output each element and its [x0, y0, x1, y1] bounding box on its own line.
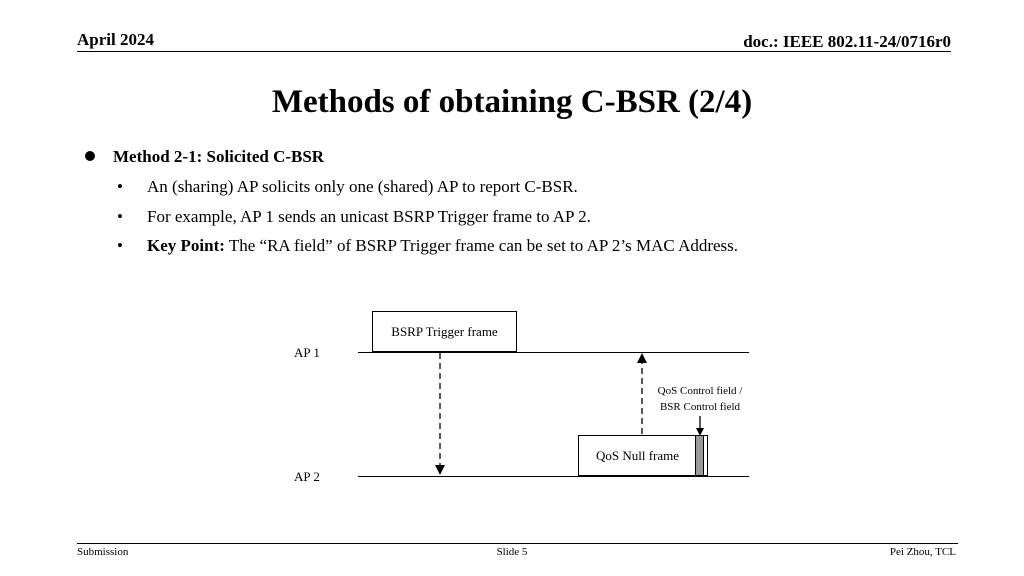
ap1-timeline: [358, 352, 749, 353]
sub-bullet-marker: •: [117, 207, 123, 226]
header-divider: [77, 51, 951, 52]
footer-left: Submission: [77, 546, 129, 558]
bsrp-trigger-frame-label: BSRP Trigger frame: [391, 323, 498, 339]
slide-title: Methods of obtaining C-BSR (2/4): [271, 84, 753, 120]
down-arrowhead-icon: [435, 465, 445, 475]
sub-bullet-marker: •: [117, 177, 123, 196]
sub-bullet-text: For example, AP 1 sends an unicast BSRP Trigger frame to AP 2.: [147, 207, 591, 226]
footer-divider: [77, 543, 958, 544]
key-point-label: Key Point:: [147, 236, 225, 255]
main-bullet-text: Method 2-1: Solicited C-BSR: [113, 147, 325, 166]
qos-note-line1: QoS Control field /: [657, 385, 743, 397]
ap1-label: AP 1: [294, 345, 320, 360]
bsr-control-field-segment: [695, 435, 704, 476]
footer-slide-number: Slide 5: [496, 546, 528, 558]
sub-bullet: [117, 177, 578, 197]
sub-bullet: [117, 207, 591, 227]
ap2-label: AP 2: [294, 469, 320, 484]
sub-bullet-text: An (sharing) AP solicits only one (shared) AP to report C-BSR.: [147, 177, 578, 196]
up-arrowhead-icon: [637, 353, 647, 363]
qos-null-frame-label: QoS Null frame: [596, 447, 680, 463]
ap2-timeline: [358, 476, 749, 477]
sub-bullet: [117, 236, 738, 256]
bsrp-trigger-frame-box: [372, 311, 517, 352]
main-bullet: [85, 147, 324, 167]
sub-bullet-marker: •: [117, 236, 123, 255]
qos-null-frame-box: [578, 435, 708, 476]
header-date: April 2024: [77, 30, 154, 49]
qos-control-note: [640, 383, 760, 415]
footer-author: Pei Zhou, TCL: [889, 546, 956, 558]
pointer-arrowhead-icon: [696, 428, 704, 436]
bullet-dot-icon: [85, 151, 95, 161]
sub-bullet-text: The “RA field” of BSRP Trigger frame can be set to AP 2’s MAC Address.: [224, 236, 739, 255]
header-doc-id: doc.: IEEE 802.11-24/0716r0: [743, 32, 951, 51]
qos-note-line2: BSR Control field: [659, 401, 741, 413]
